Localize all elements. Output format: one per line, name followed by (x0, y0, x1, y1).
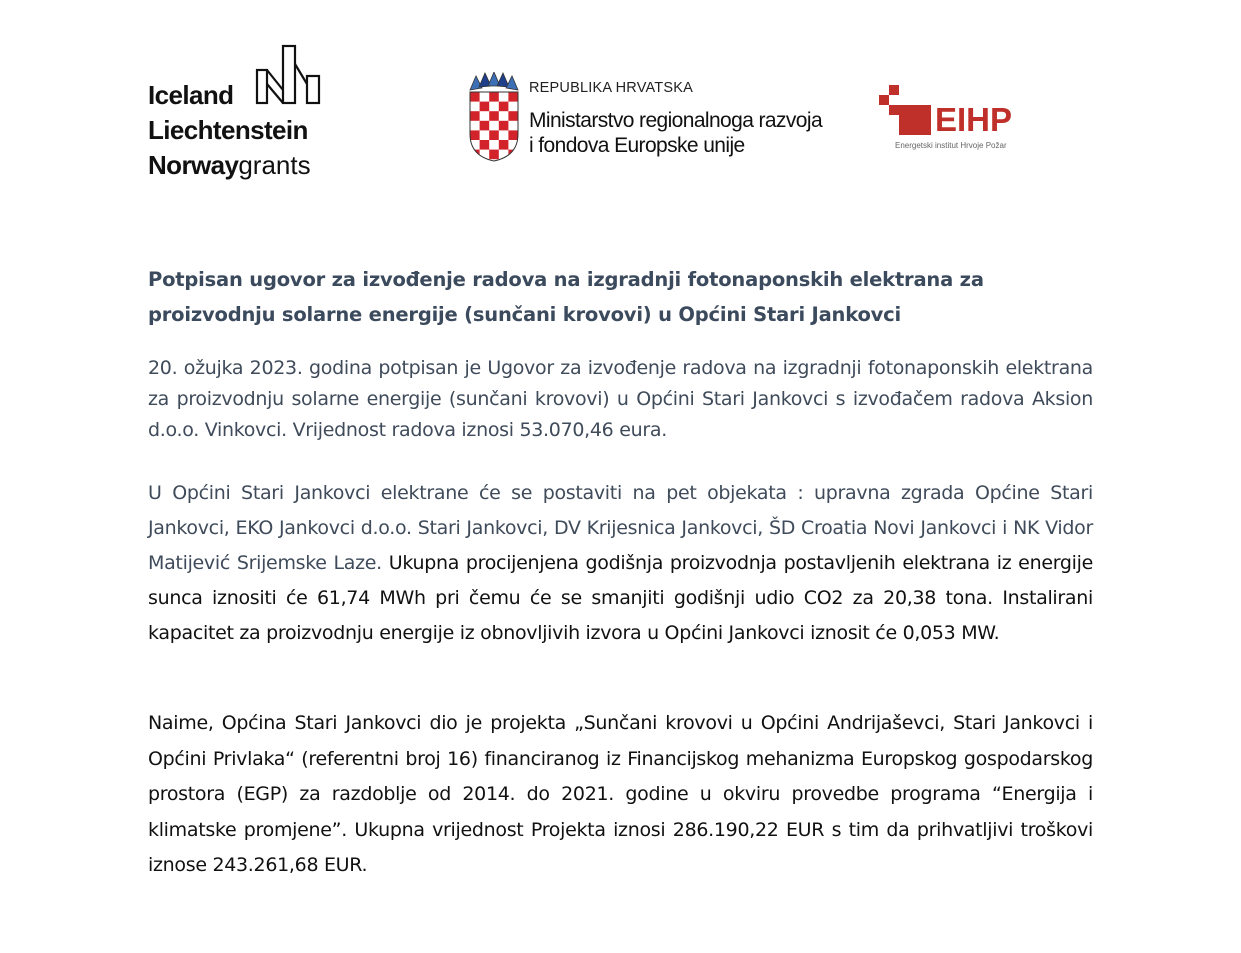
eea-line-liechtenstein: Liechtenstein (148, 115, 308, 145)
article-paragraph-2 (148, 476, 1093, 651)
eea-norway: Norway (148, 150, 239, 180)
eea-grants: grants (238, 150, 311, 180)
croatia-ministry-line2: i fondova Europske unije (529, 134, 745, 157)
eihp-logo (879, 83, 1029, 153)
article-paragraph-2-production: Ukupna procijenjena godišnja proizvodnja postavljenih elektrana iz energije sunca iznositi će 61,74 MWh pri čemu će se smanjiti godišnji udio CO2 za 20,38 tona. Instalirani kapacitet za proizvodnju energije iz obnovljivih izvora u Općini Jankovci iznosit će 0,053 MW. (148, 552, 1093, 644)
eea-grants-logo (148, 44, 333, 179)
eihp-subtitle: Energetski institut Hrvoje Požar (895, 141, 1007, 150)
eea-line-norway (148, 148, 311, 183)
eihp-wordmark: EIHP (935, 101, 1013, 138)
article-paragraph-2-locations: U Općini Stari Jankovci elektrane će se postaviti na pet objekata : upravna zgrada Općine Stari Jankovci, EKO Jankovci d.o.o. Stari Jankovci, DV Krijesnica Jankovci, ŠD Croatia Novi Jankovci i NK Vidor Matijević Srijemske Laze. (148, 482, 1093, 574)
article-title: Potpisan ugovor za izvođenje radova na izgradnji fotonaponskih elektrana za proizvodnju solarne energije (sunčani krovovi) u Općini Stari Jankovci (148, 268, 984, 326)
croatia-ministry-name (529, 108, 822, 158)
eea-line-iceland: Iceland (148, 80, 234, 110)
croatian-coat-of-arms-icon (467, 72, 521, 162)
croatia-ministry-line1: Ministarstvo regionalnoga razvoja (529, 109, 823, 132)
croatia-ministry-logo (467, 72, 823, 162)
article-paragraph-1: 20. ožujka 2023. godina potpisan je Ugovor za izvođenje radova na izgradnji fotonaponskih elektrana za proizvodnju solarne energije (sunčani krovovi) u Općini Stari Jankovci s izvođačem radova Aksion d.o.o. Vinkovci. Vrijednost radova iznosi 53.070,46 eura. (148, 357, 1093, 441)
eea-grants-mark-icon (255, 44, 323, 106)
eihp-mark-icon (879, 83, 935, 143)
croatia-republic-label: REPUBLIKA HRVATSKA (529, 80, 693, 96)
article-paragraph-3: Naime, Općina Stari Jankovci dio je projekta „Sunčani krovovi u Općini Andrijaševci, Stari Jankovci i Općini Privlaka“ (referentni broj 16) financiranog iz Financijskog mehanizma Europskog gospodarskog prostora (EGP) za razdoblje od 2014. do 2021. godine u okviru provedbe programa “Energija i klimatske promjene”. Ukupna vrijednost Projekta iznosi 286.190,22 EUR s tim da prihvatljivi troškovi iznose 243.261,68 EUR. (148, 712, 1093, 876)
